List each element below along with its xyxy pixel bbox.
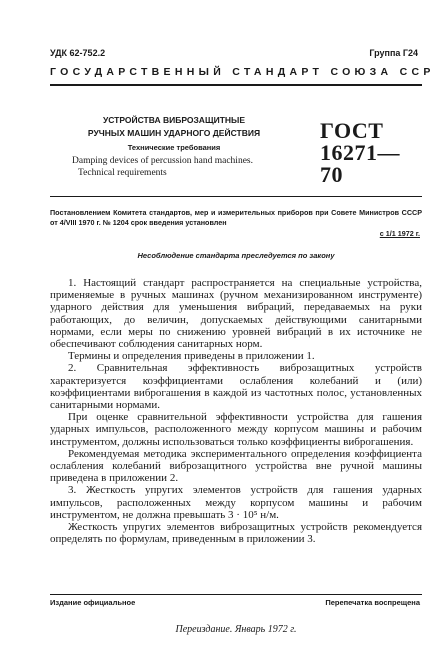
paragraph-4: При оценке сравнительной эффективности устройства для гашения ударных импульсов, расположенного между корпусом машины и рабочим инструментом, должны использоваться только коэффициенты виброгашения. [50,411,422,448]
document-title [74,114,274,140]
gost-label: ГОСТ [320,118,384,143]
group-code: Группа Г24 [369,48,418,58]
gost-number [320,120,420,186]
paragraph-6: 3. Жесткость упругих элементов устройств для гашения ударных импульсов, расположенных между корпусом машины и рабочим инструментом, не должна превышать 3 · 10⁵ н/м. [50,484,422,521]
english-title-line-2: Technical requirements [78,168,167,178]
state-standard-heading: ГОСУДАРСТВЕННЫЙ СТАНДАРТ СОЮЗА ССР [50,66,435,78]
header-divider [50,84,422,86]
title-divider [50,196,422,197]
effective-date: с 1/1 1972 г. [379,229,420,238]
legal-warning: Несоблюдение стандарта преследуется по закону [137,251,335,260]
paragraph-1: 1. Настоящий стандарт распространяется на специальные устройства, применяемые в ручных машинах (ручном механизированном инструменте) ударного действия для уменьшения вибраций, передаваемых на руки работающих, до величин, допускаемых действующими санитарными нормами, если меры по снижению уровней вибраций в их источнике не обеспечивают соблюдения санитарных норм. [50,277,422,351]
gost-code: 16271—70 [320,140,400,187]
english-title-line-1: Damping devices of percussion hand machines. [72,156,253,166]
title-line-2: РУЧНЫХ МАШИН УДАРНОГО ДЕЙСТВИЯ [87,128,261,138]
english-title [72,155,312,179]
paragraph-2: Термины и определения приведены в приложении 1. [68,350,315,363]
document-subtitle: Технические требования [127,143,221,152]
footer-divider [50,594,422,595]
title-line-1: УСТРОЙСТВА ВИБРОЗАЩИТНЫЕ [102,115,246,125]
reprint-prohibited-label: Перепечатка воспрещена [325,598,420,607]
reprint-note: Переиздание. Январь 1972 г. [175,624,297,635]
paragraph-3: 2. Сравнительная эффективность виброзащитных устройств характеризуется коэффициентами ослабления колебаний и (или) коэффициентами виброгашения в каждой из частотных полос, установленных санитарными нормами. [50,362,422,412]
paragraph-5: Рекомендуемая методика экспериментального определения коэффициента ослабления колебаний виброзащитного устройства вне ручной машины приведена в приложении 2. [50,447,422,485]
official-edition-label: Издание официальное [50,598,136,607]
document-body [50,277,422,545]
decree-text: Постановлением Комитета стандартов, мер и измерительных приборов при Совете Министров СССР от 4/VIII 1970 г. № 1204 срок введения установлен [50,208,422,227]
udk-code: УДК 62-752.2 [50,48,106,58]
paragraph-7: Жесткость упругих элементов виброзащитных устройств рекомендуется определять по формулам, приведенным в приложении 3. [50,521,422,546]
